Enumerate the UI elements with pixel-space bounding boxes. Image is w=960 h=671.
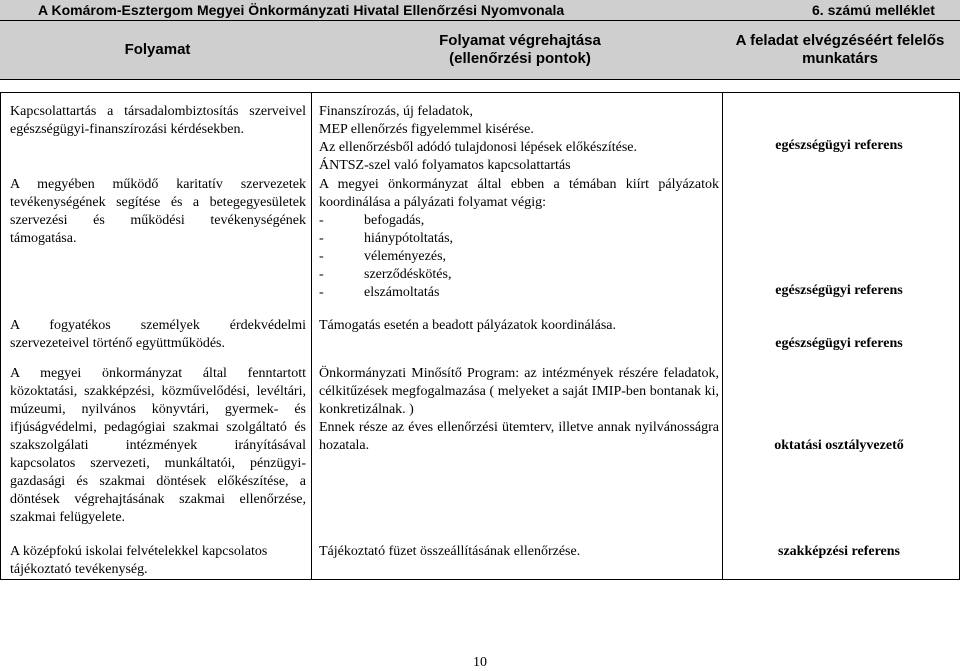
row-4-execution-paragraph-1: Önkormányzati Minősítő Program: az intézmények részére feladatok, célkitűzések megfogalmazása ( melyeket a saját IMIP-ben bontanak ki, konkretizálnak. ) xyxy=(319,366,719,417)
column-header-responsible-line2: munkatárs xyxy=(802,50,878,67)
row-3-execution: Támogatás esetén a beadott pályázatok koordinálása. xyxy=(319,318,616,333)
row-1-execution-line-3: Az ellenőrzésből adódó tulajdonosi lépések előkészítése. xyxy=(319,140,638,155)
row-2-responsible: egészségügyi referens xyxy=(775,283,903,298)
process-table xyxy=(0,92,960,580)
column-header-responsible xyxy=(720,32,960,68)
annex-label: 6. számú melléklet xyxy=(812,2,935,18)
row-3-process: A fogyatékos személyek érdekvédelmi szervezeteivel történő együttműködés. xyxy=(10,318,306,351)
row-5-process: A középfokú iskolai felvételekkel kapcsolatos tájékoztató tevékenység. xyxy=(10,544,268,577)
row-5-responsible: szakképzési referens xyxy=(778,544,900,559)
row-1-execution-line-4: ÁNTSZ-szel való folyamatos kapcsolattartás xyxy=(319,158,571,173)
row-1-execution-line-1: Finanszírozás, új feladatok, xyxy=(319,104,473,119)
list-item: - véleményezés, xyxy=(319,248,719,266)
table-top-border xyxy=(0,92,960,93)
row-1-execution xyxy=(319,103,719,175)
list-item: - befogadás, xyxy=(319,212,719,230)
row-1-execution-line-2: MEP ellenőrzés figyelemmel kisérése. xyxy=(319,122,534,137)
row-2-process: A megyében működő karitatív szervezetek tevékenységének segítése és a betegegyesületek szervezési és működési tevékenységének támogatása. xyxy=(10,177,306,246)
row-4-execution xyxy=(319,365,719,455)
row-2-execution xyxy=(319,176,719,302)
document-header xyxy=(0,0,960,21)
list-item: - szerződéskötés, xyxy=(319,266,719,284)
row-1-responsible: egészségügyi referens xyxy=(775,138,903,153)
row-1-process: Kapcsolattartás a társadalombiztosítás szerveivel egészségügyi-finanszírozási kérdésekben. xyxy=(10,104,306,137)
table-column-divider-2 xyxy=(722,92,723,580)
column-header-execution xyxy=(360,32,680,68)
column-header-execution-line1: Folyamat végrehajtása xyxy=(439,32,601,49)
table-column-header xyxy=(0,21,960,80)
page-number: 10 xyxy=(473,655,487,670)
row-2-execution-list xyxy=(319,212,719,302)
list-item: - elszámoltatás xyxy=(319,284,719,302)
row-3-responsible: egészségügyi referens xyxy=(775,336,903,351)
table-column-divider-1 xyxy=(311,92,312,580)
table-bottom-border xyxy=(0,579,960,580)
column-header-responsible-line1: A feladat elvégzéséért felelős xyxy=(735,32,945,49)
document-title: A Komárom-Esztergom Megyei Önkormányzati Hivatal Ellenőrzési Nyomvonala xyxy=(38,2,565,18)
row-4-responsible: oktatási osztályvezető xyxy=(774,438,904,453)
row-4-execution-paragraph-2: Ennek része az éves ellenőrzési ütemterv, illetve annak nyilvánosságra hozatala. xyxy=(319,420,719,453)
row-2-execution-intro: A megyei önkormányzat által ebben a témában kiírt pályázatok koordinálása a pályázati folyamat végig: xyxy=(319,177,719,210)
row-4-process: A megyei önkormányzat által fenntartott közoktatási, szakképzési, közművelődési, levéltári, múzeumi, nyilvános könyvtári, gyermek- és ifjúságvédelmi, pedagógiai szakmai szolgáltató és szakszolgálati intézmények irányításával kapcsolatos szervezeti, munkáltatói, pénzügyi- gazdasági és szakmai döntések előkészítése, a döntések végrehajtásának szakmai ellenőrzése, szakmai felügyelete. xyxy=(10,366,306,525)
column-header-process: Folyamat xyxy=(124,41,191,58)
row-5-execution: Tájékoztató füzet összeállításának ellenőrzése. xyxy=(319,544,581,559)
column-header-execution-line2: (ellenőrzési pontok) xyxy=(449,50,591,67)
table-border-left xyxy=(0,92,1,580)
list-item: - hiánypótoltatás, xyxy=(319,230,719,248)
